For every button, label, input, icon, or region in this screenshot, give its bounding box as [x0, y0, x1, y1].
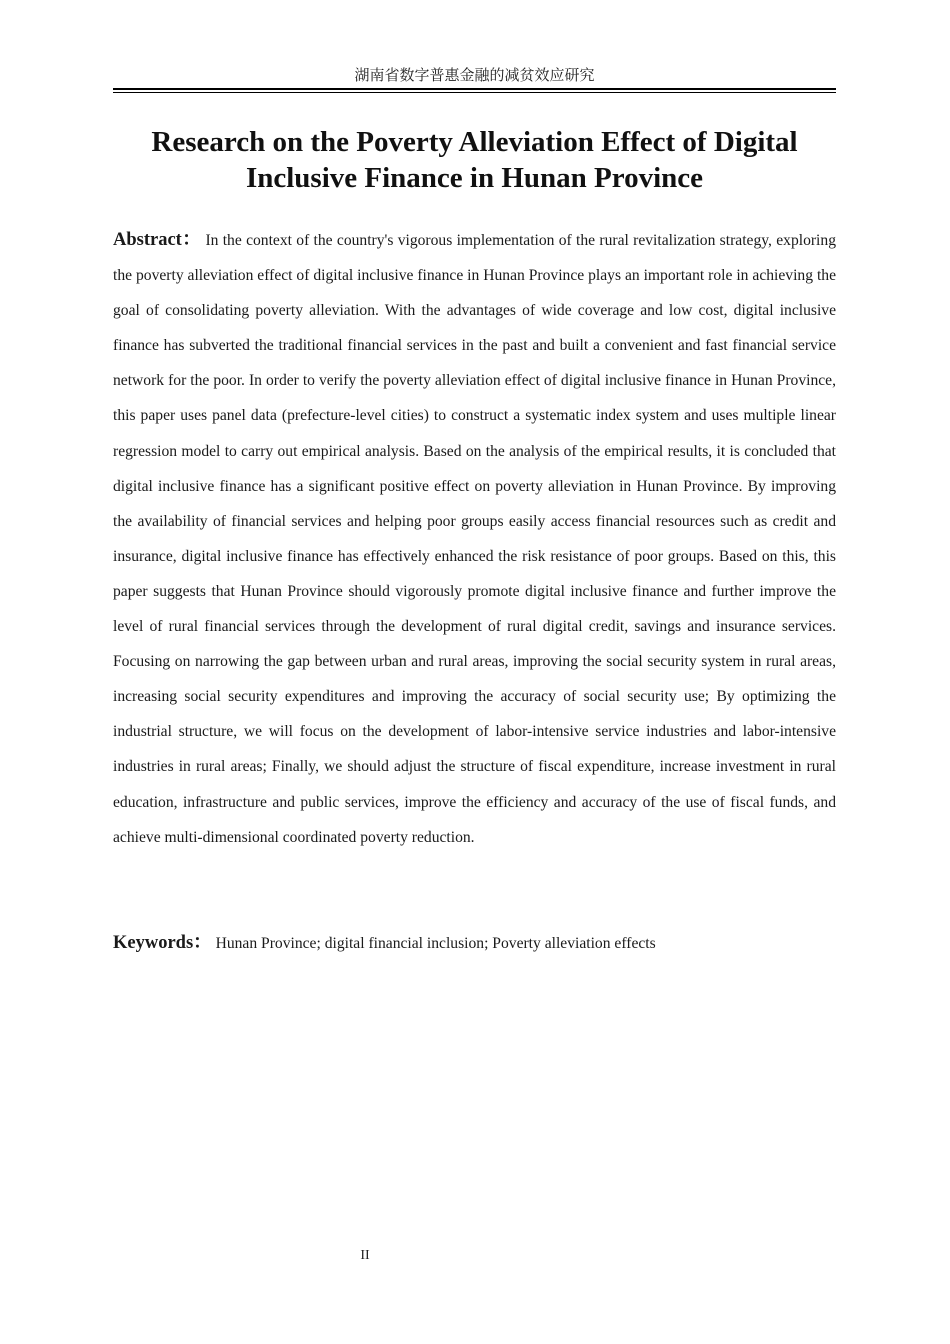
keywords-text: Hunan Province; digital financial inclusion; Poverty alleviation effects: [215, 935, 656, 952]
abstract: [113, 223, 836, 855]
paper-title: [113, 124, 836, 196]
paper-title-line-2: Inclusive Finance in Hunan Province: [245, 162, 704, 194]
abstract-label: Abstract：: [113, 230, 202, 250]
page-number: II: [360, 1248, 370, 1263]
running-header: 湖南省数字普惠金融的减贫效应研究: [354, 68, 595, 84]
keywords: [113, 929, 836, 958]
paper-title-line-1: Research on the Poverty Alleviation Effect of Digital: [151, 126, 798, 158]
keywords-label: Keywords：: [113, 933, 212, 953]
abstract-text: In the context of the country's vigorous implementation of the rural revitalization strategy, exploring the poverty alleviation effect of digital inclusive finance in Hunan Province plays an important role in achieving the goal of consolidating poverty alleviation. With the advantages of wide coverage and low cost, digital inclusive finance has subverted the traditional financial services in the past and built a convenient and fast financial service network for the poor. In order to verify the poverty alleviation effect of digital inclusive finance in Hunan Province, this paper uses panel data (prefecture-level cities) to construct a systematic index system and uses multiple linear regression model to carry out empirical analysis. Based on the analysis of the empirical results, it is concluded that digital inclusive finance has a significant positive effect on poverty alleviation in Hunan Province. By improving the availability of financial services and helping poor groups easily access financial resources such as credit and insurance, digital inclusive finance has effectively enhanced the risk resistance of poor groups. Based on this, this paper suggests that Hunan Province should vigorously promote digital inclusive finance and further improve the level of rural financial services through the development of rural digital credit, savings and insurance services. Focusing on narrowing the gap between urban and rural areas, improving the social security system in rural areas, increasing social security expenditures and improving the accuracy of social security use; By optimizing the industrial structure, we will focus on the development of labor-intensive service industries and labor-intensive industries in rural areas; Finally, we should adjust the structure of fiscal expenditure, increase investment in rural education, infrastructure and public services, improve the efficiency and accuracy of the use of fiscal funds, and achieve multi-dimensional coordinated poverty reduction.: [113, 232, 836, 846]
header-rule: [113, 88, 836, 93]
